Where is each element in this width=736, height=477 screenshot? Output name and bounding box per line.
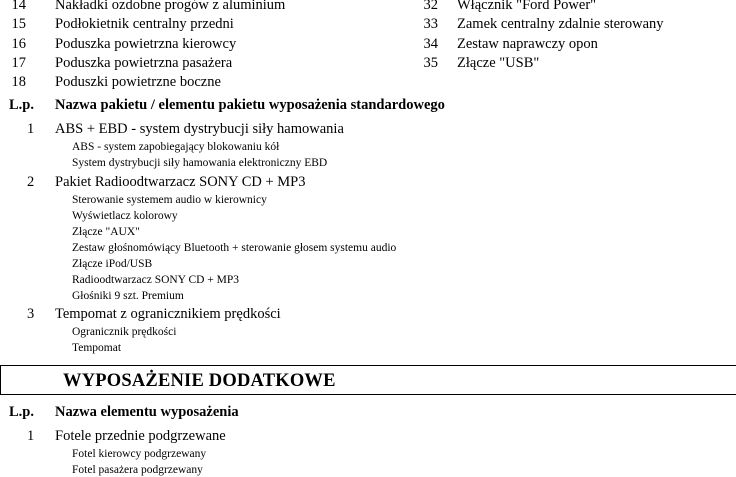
list-item-name: Złącze "USB" — [457, 55, 540, 71]
package-element: Ogranicznik prędkości — [72, 326, 177, 338]
list-item-number: 17 — [11, 55, 26, 71]
package-element: Złącze iPod/USB — [72, 258, 153, 270]
list-item-name: Zamek centralny zdalnie sterowany — [457, 16, 664, 32]
package-element: Sterowanie systemem audio w kierownicy — [72, 194, 267, 206]
lp-column-header: L.p. — [9, 97, 34, 113]
package-element: Głośniki 9 szt. Premium — [72, 290, 184, 302]
package-element: Złącze "AUX" — [72, 226, 140, 238]
list-item-number: 32 — [423, 0, 438, 13]
list-item-number: 16 — [11, 36, 26, 52]
package-name: Tempomat z ogranicznikiem prędkości — [55, 306, 281, 322]
list-item-name: Poduszki powietrzne boczne — [55, 74, 221, 90]
package-name-column-header: Nazwa pakietu / elementu pakietu wyposażenia standardowego — [55, 97, 445, 113]
package-number: 1 — [27, 121, 35, 137]
package-element: Tempomat — [72, 342, 122, 354]
package-name: ABS + EBD - system dystrybucji siły hamowania — [55, 121, 344, 137]
extra-number: 1 — [27, 428, 35, 444]
extra-name: Fotele przednie podgrzewane — [55, 428, 226, 444]
lp-column-header: L.p. — [9, 404, 34, 420]
package-element: Radioodtwarzacz SONY CD + MP3 — [72, 274, 240, 286]
list-item-name: Nakładki ozdobne progów z aluminium — [55, 0, 286, 13]
extra-element: Fotel pasażera podgrzewany — [72, 464, 203, 476]
package-number: 2 — [27, 174, 35, 190]
list-item-name: Zestaw naprawczy opon — [457, 36, 598, 52]
package-element: Wyświetlacz kolorowy — [72, 210, 178, 222]
package-name: Pakiet Radioodtwarzacz SONY CD + MP3 — [55, 174, 306, 190]
package-number: 3 — [27, 306, 35, 322]
section-title: WYPOSAŻENIE DODATKOWE — [63, 371, 336, 391]
element-name-column-header: Nazwa elementu wyposażenia — [55, 404, 239, 420]
list-item-number: 33 — [423, 16, 438, 32]
list-item-number: 14 — [11, 0, 26, 13]
additional-equipment-banner — [0, 365, 736, 395]
list-item-name: Podłokietnik centralny przedni — [55, 16, 234, 32]
package-element: Zestaw głośnomówiący Bluetooth + sterowanie głosem systemu audio — [72, 242, 397, 254]
list-item-number: 34 — [423, 36, 438, 52]
package-element: ABS - system zapobiegający blokowaniu kół — [72, 141, 280, 153]
list-item-number: 18 — [11, 74, 26, 90]
list-item-number: 15 — [11, 16, 26, 32]
extra-element: Fotel kierowcy podgrzewany — [72, 448, 207, 460]
list-item-name: Poduszka powietrzna pasażera — [55, 55, 233, 71]
list-item-name: Włącznik "Ford Power" — [457, 0, 597, 13]
list-item-name: Poduszka powietrzna kierowcy — [55, 36, 237, 52]
package-element: System dystrybucji siły hamowania elektroniczny EBD — [72, 157, 328, 169]
list-item-number: 35 — [423, 55, 438, 71]
